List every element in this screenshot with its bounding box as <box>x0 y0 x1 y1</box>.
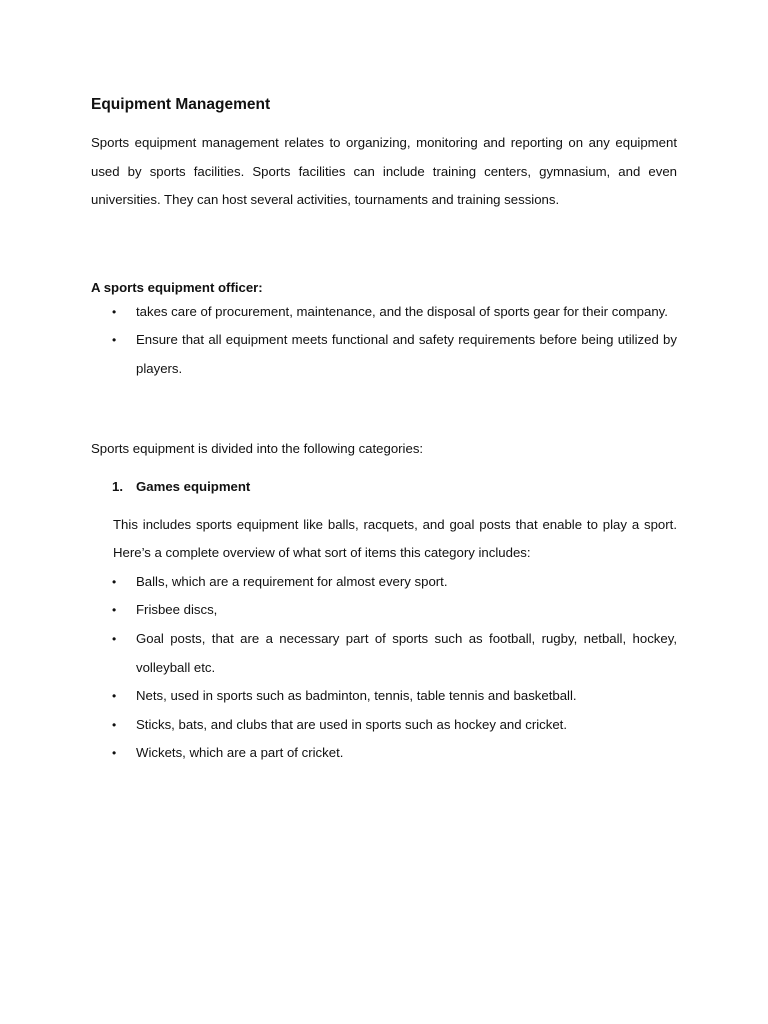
bullet-icon: • <box>112 717 117 732</box>
bullet-icon: • <box>112 746 117 761</box>
list-item-text: Wickets, which are a part of cricket. <box>136 745 344 761</box>
list-item-text: Balls, which are a requirement for almost every sport. <box>136 573 448 589</box>
category-title: Games equipment <box>136 478 251 494</box>
games-equipment-list <box>91 568 677 768</box>
list-item <box>91 625 677 682</box>
list-item-text: Frisbee discs, <box>136 602 218 618</box>
bullet-icon: • <box>112 631 117 646</box>
list-item <box>91 568 677 597</box>
document-page <box>91 94 677 768</box>
category-heading <box>91 477 677 497</box>
category-number: 1. <box>112 478 123 494</box>
bullet-icon: • <box>112 689 117 704</box>
list-item <box>91 711 677 740</box>
list-item-text: Goal posts, that are a necessary part of sports such as football, rugby, netball, hockey, volleyball etc. <box>136 630 677 675</box>
list-item-text: Nets, used in sports such as badminton, tennis, table tennis and basketball. <box>136 688 577 704</box>
list-item <box>91 739 677 768</box>
officer-heading: A sports equipment officer: <box>91 279 263 295</box>
list-item <box>91 298 677 327</box>
categories-intro: Sports equipment is divided into the following categories: <box>91 440 424 456</box>
officer-list <box>91 298 677 384</box>
list-item-text: Sticks, bats, and clubs that are used in sports such as hockey and cricket. <box>136 716 568 732</box>
intro-paragraph: Sports equipment management relates to organizing, monitoring and reporting on any equipment used by sports facilities. Sports facilities can include training centers, gymnasium, and even universities. They can host several activities, tournaments and training sessions. <box>91 135 677 208</box>
list-item <box>91 596 677 625</box>
bullet-icon: • <box>112 304 117 319</box>
bullet-icon: • <box>112 603 117 618</box>
category-description: This includes sports equipment like balls, racquets, and goal posts that enable to play a sport. Here’s a complete overview of what sort of items this category includes: <box>113 516 677 561</box>
list-item-text: Ensure that all equipment meets functional and safety requirements before being utilized by players. <box>136 332 677 376</box>
bullet-icon: • <box>112 574 117 589</box>
bullet-icon: • <box>112 333 117 348</box>
list-item <box>91 326 677 383</box>
list-item <box>91 682 677 711</box>
list-item-text: takes care of procurement, maintenance, and the disposal of sports gear for their company. <box>136 303 668 319</box>
page-title: Equipment Management <box>91 96 271 113</box>
